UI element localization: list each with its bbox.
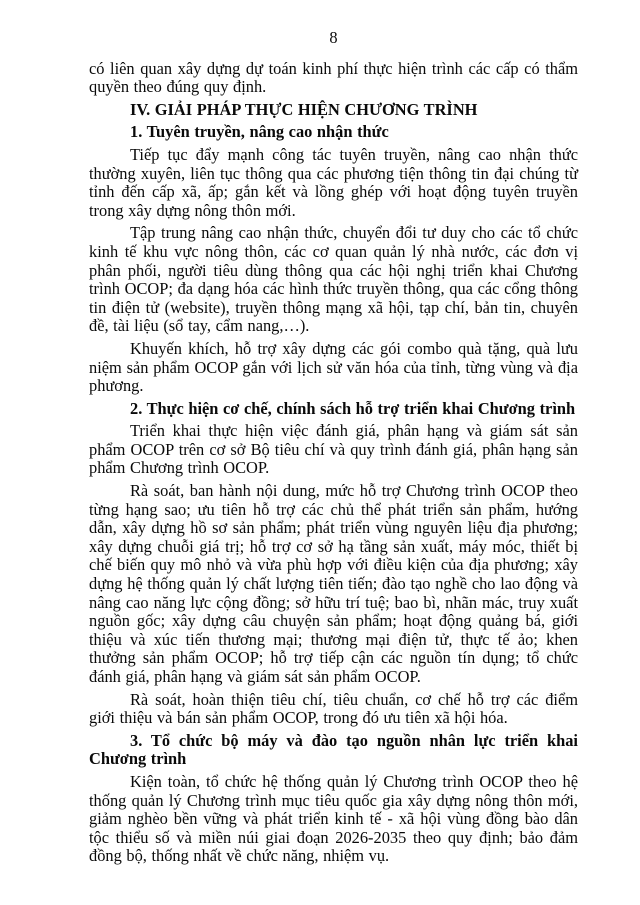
- section-heading-iv: IV. GIẢI PHÁP THỰC HIỆN CHƯƠNG TRÌNH: [130, 99, 478, 119]
- subsection-heading-1: 1. Tuyên truyền, nâng cao nhận thức: [130, 122, 389, 142]
- paragraph-criteria-review: Rà soát, hoàn thiện tiêu chí, tiêu chuẩn, cơ chế hỗ trợ các điểm giới thiệu và bán sản phẩm OCOP, trong đó ưu tiên xã hội hóa.: [89, 689, 578, 728]
- paragraph-continuation: có liên quan xây dựng dự toán kinh phí thực hiện trình các cấp có thẩm quyền theo đúng quy định.: [89, 58, 578, 97]
- paragraph-support-policy: Rà soát, ban hành nội dung, mức hỗ trợ Chương trình OCOP theo từng hạng sao; ưu tiên hỗ trợ các chủ thể phát triển sản phẩm, hướng dẫn, xây dựng hồ sơ sản phẩm; phát triển vùng nguyên liệu địa phương; xây dựng chuỗi giá trị; hỗ trợ cơ sở hạ tầng sản xuất, máy móc, thiết bị chế biến quy mô nhỏ và vừa phù hợp với điều kiện của địa phương; xây dựng hệ thống quản lý chất lượng tiên tiến; đào tạo nghề cho lao động và nâng cao năng lực cộng đồng; sở hữu trí tuệ; bao bì, nhãn mác, truy xuất nguồn gốc; xây dựng câu chuyện sản phẩm; hoạt động quảng bá, giới thiệu và xúc tiến thương mại; thương mại điện tử, thực tế ảo; khen thưởng sản phẩm OCOP; hỗ trợ tiếp cận các nguồn tín dụng; tổ chức đánh giá, phân hạng và giám sát sản phẩm OCOP.: [89, 481, 578, 686]
- paragraph-management-system: Kiện toàn, tổ chức hệ thống quản lý Chương trình OCOP theo hệ thống quản lý Chương trình mục tiêu quốc gia xây dựng nông thôn mới, giảm nghèo bền vững và phát triển kinh tế - xã hội vùng đồng bào dân tộc thiểu số và miền núi giai đoạn 2026-2035 theo quy định; bảo đảm đồng bộ, thống nhất về chức năng, nhiệm vụ.: [89, 771, 578, 866]
- paragraph-evaluation: Triển khai thực hiện việc đánh giá, phân hạng và giám sát sản phẩm OCOP trên cơ sở Bộ tiêu chí và quy trình đánh giá, phân hạng sản phẩm Chương trình OCOP.: [89, 421, 578, 478]
- paragraph-awareness: Tập trung nâng cao nhận thức, chuyển đổi tư duy cho các tổ chức kinh tế khu vực nông thôn, các cơ quan quản lý nhà nước, các đơn vị phân phối, người tiêu dùng thông qua các hội nghị triển khai Chương trình OCOP; đa dạng hóa các hình thức truyền thông, qua các cổng thông tin điện tử (website), truyền thông mạng xã hội, tạp chí, bản tin, chuyên đề, tài liệu (sổ tay, cẩm nang,…).: [89, 223, 578, 336]
- subsection-heading-3: 3. Tổ chức bộ máy và đào tạo nguồn nhân lực triển khai Chương trình: [89, 730, 578, 769]
- page-number: 8: [329, 28, 338, 47]
- paragraph-communication: Tiếp tục đẩy mạnh công tác tuyên truyền, nâng cao nhận thức thường xuyên, liên tục thông qua các phương tiện thông tin đại chúng từ tỉnh đến cấp xã, ấp; gắn kết và lồng ghép với hoạt động tuyên truyền trong xây dựng nông thôn mới.: [89, 144, 578, 220]
- paragraph-combo-gifts: Khuyến khích, hỗ trợ xây dựng các gói combo quà tặng, quà lưu niệm sản phẩm OCOP gắn với lịch sử văn hóa của tỉnh, từng vùng và địa phương.: [89, 338, 578, 396]
- subsection-heading-2: 2. Thực hiện cơ chế, chính sách hỗ trợ triển khai Chương trình: [130, 398, 576, 418]
